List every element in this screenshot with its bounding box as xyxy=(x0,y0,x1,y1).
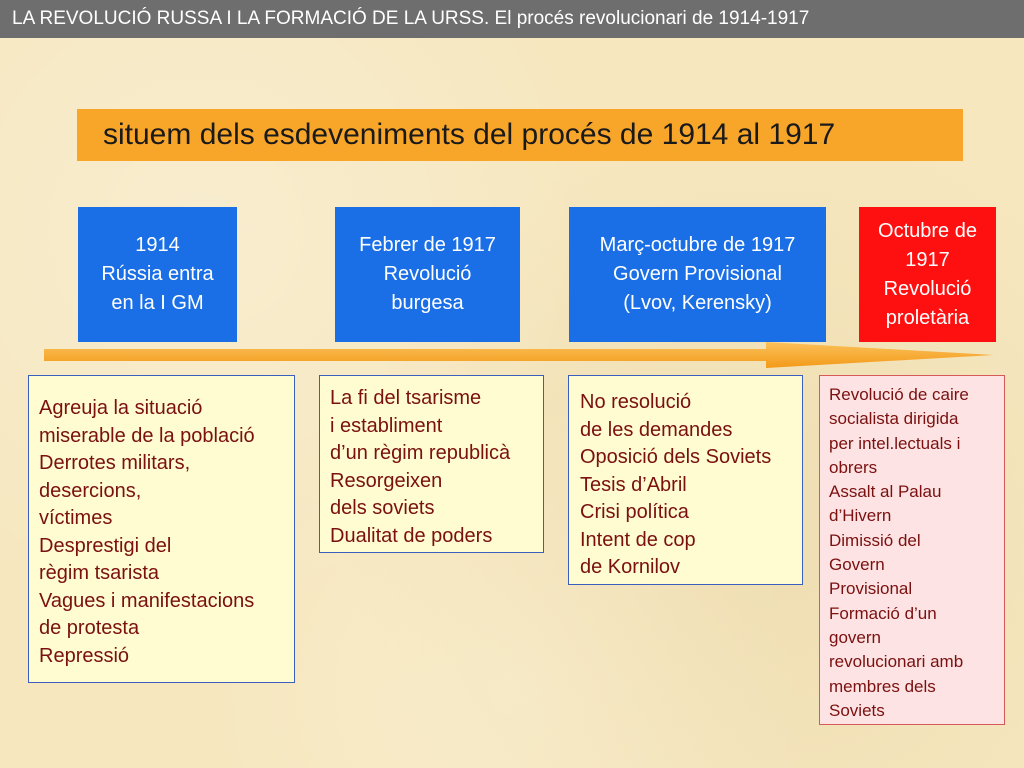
detail-line: Vagues i manifestacions xyxy=(39,589,255,612)
slide-header: LA REVOLUCIÓ RUSSA I LA FORMACIÓ DE LA URSS. El procés revolucionari de 1914-1917 xyxy=(0,0,1024,38)
detail-line: miserable de la població xyxy=(39,424,255,447)
detail-box-febrer-1917 xyxy=(319,375,544,553)
detail-line: membres dels xyxy=(829,676,936,696)
detail-line: Agreuja la situació xyxy=(39,397,203,419)
detail-line: Provisional xyxy=(829,579,913,599)
event-line: (Lvov, Kerensky) xyxy=(623,292,772,314)
detail-line: d’Hivern xyxy=(829,506,892,526)
detail-line: víctimes xyxy=(39,507,113,529)
detail-line: de protesta xyxy=(39,617,140,639)
event-line: Rússia entra xyxy=(101,263,214,285)
detail-line: Intent de cop xyxy=(580,528,696,551)
detail-line: Soviets xyxy=(829,700,885,720)
detail-line: i establiment xyxy=(330,414,443,437)
detail-box-marc-octubre-1917 xyxy=(568,375,803,585)
event-line: 1917 xyxy=(905,248,950,271)
detail-line: socialista dirigida xyxy=(829,409,959,429)
detail-line: govern xyxy=(829,627,881,647)
detail-line: Desprestigi del xyxy=(39,534,172,557)
timeline-arrow xyxy=(44,340,994,370)
timeline-arrow-shape xyxy=(44,342,994,368)
slide-title: situem dels esdeveniments del procés de 1914 al 1917 xyxy=(77,109,963,161)
detail-line: La fi del tsarisme xyxy=(330,387,482,409)
detail-line: desercions, xyxy=(39,479,142,502)
detail-line: Govern xyxy=(829,555,885,575)
detail-line: Oposició dels Soviets xyxy=(580,446,772,468)
detail-line: de les demandes xyxy=(580,418,733,441)
detail-line: per intel.lectuals i xyxy=(829,433,961,453)
detail-line: Repressió xyxy=(39,644,130,667)
detail-line: No resolució xyxy=(580,391,692,413)
detail-line: règim tsarista xyxy=(39,562,160,584)
detail-line: obrers xyxy=(829,457,878,477)
detail-line: de Kornilov xyxy=(580,556,681,578)
event-line: Revolució xyxy=(383,263,472,285)
detail-line: d’un règim republicà xyxy=(330,442,511,464)
event-line: Març-octubre de 1917 xyxy=(599,234,796,256)
detail-line: Revolució de caire xyxy=(829,385,969,404)
event-line: Revolució xyxy=(883,277,972,300)
event-box-1914 xyxy=(78,207,237,342)
event-line: en la I GM xyxy=(111,292,204,314)
event-box-marc-octubre-1917 xyxy=(569,207,826,342)
detail-box-1914 xyxy=(28,375,295,683)
event-line: Octubre de xyxy=(878,219,977,242)
event-box-febrer-1917 xyxy=(335,207,520,342)
detail-line: Assalt al Palau xyxy=(829,482,942,502)
detail-line: Derrotes militars, xyxy=(39,452,191,474)
event-line: Govern Provisional xyxy=(613,263,782,285)
detail-line: Formació d’un xyxy=(829,603,937,623)
event-line: proletària xyxy=(885,306,970,329)
detail-line: revolucionari amb xyxy=(829,652,964,672)
detail-box-octubre-1917 xyxy=(819,375,1005,725)
detail-line: Crisi política xyxy=(580,501,689,523)
event-line: burgesa xyxy=(391,292,464,314)
detail-line: Dimissió del xyxy=(829,530,921,550)
detail-line: Tesis d’Abril xyxy=(580,473,687,496)
detail-line: Resorgeixen xyxy=(330,469,443,492)
detail-line: dels soviets xyxy=(330,497,435,519)
detail-line: Dualitat de poders xyxy=(330,524,493,547)
event-box-octubre-1917 xyxy=(859,207,996,342)
event-line: Febrer de 1917 xyxy=(359,234,496,256)
event-line: 1914 xyxy=(135,234,180,256)
